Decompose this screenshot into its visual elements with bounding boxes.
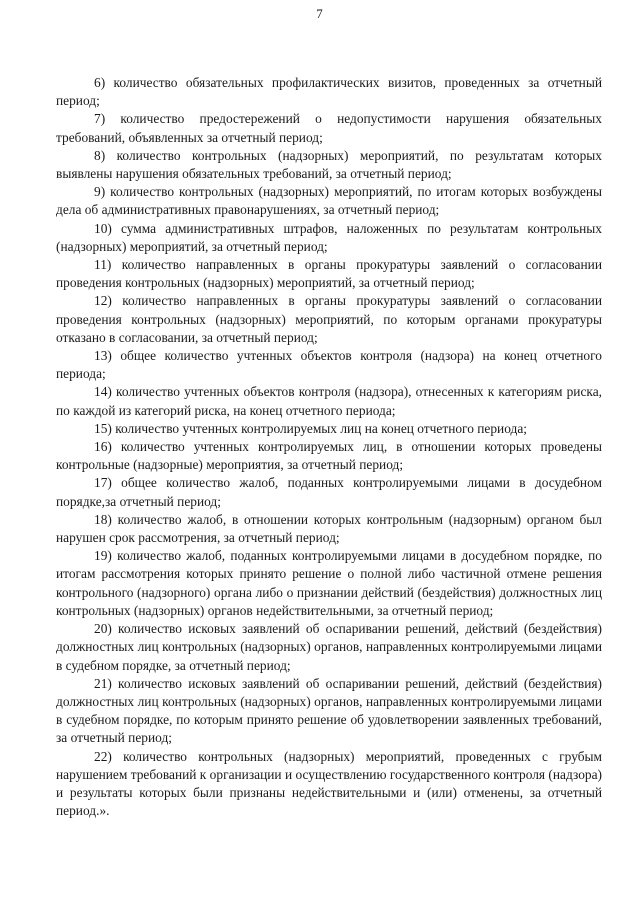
list-item-20: 20) количество исковых заявлений об оспаривании решений, действий (бездействия) должностных лиц контрольных (надзорных) органов, направленных контролируемыми лицами в судебном порядке, за отчетный период; xyxy=(56,621,602,673)
list-item-10: 10) сумма административных штрафов, наложенных по результатам контрольных (надзорных) мероприятий, за отчетный период; xyxy=(56,220,602,254)
list-item-18: 18) количество жалоб, в отношении которых контрольным (надзорным) органом был нарушен срок рассмотрения, за отчетный период; xyxy=(56,511,602,546)
list-item-13: 13) общее количество учтенных объектов контроля (надзора) на конец отчетного периода; xyxy=(56,348,602,382)
list-item-6: 6) количество обязательных профилактических визитов, проведенных за отчетный период; xyxy=(56,75,602,109)
list-item-7: 7) количество предостережений о недопустимости нарушения обязательных требований, объявленных за отчетный период; xyxy=(56,111,602,145)
list-item-14: 14) количество учтенных объектов контроля (надзора), отнесенных к категориям риска, по каждой из категорий риска, на конец отчетного периода; xyxy=(56,384,602,418)
page-number: 7 xyxy=(316,6,323,21)
list-item-8: 8) количество контрольных (надзорных) мероприятий, по результатам которых выявлены нарушения обязательных требований, за отчетный период; xyxy=(56,147,602,182)
list-item-9: 9) количество контрольных (надзорных) мероприятий, по итогам которых возбуждены дела об административных правонарушениях, за отчетный период; xyxy=(56,184,602,218)
list-item-19: 19) количество жалоб, поданных контролируемыми лицами в досудебном порядке, по итогам рассмотрения которых принято решение о полной либо частичной отмене решения контрольного (надзорного) органа либо о признании действий (бездействия) должностных лиц контрольных (надзорных) органов недействительными, за отчетный период; xyxy=(56,548,602,618)
list-item-17: 17) общее количество жалоб, поданных контролируемыми лицами в досудебном порядке,за отчетный период; xyxy=(56,475,602,509)
list-item-12: 12) количество направленных в органы прокуратуры заявлений о согласовании проведения контрольных (надзорных) мероприятий, по которым органами прокуратуры отказано в согласовании, за отчетный период; xyxy=(56,293,602,345)
list-item-21: 21) количество исковых заявлений об оспаривании решений, действий (бездействия) должностных лиц контрольных (надзорных) органов, направленных контролируемыми лицами в судебном порядке, по которым принято решение об удовлетворении заявленных требований, за отчетный период; xyxy=(56,675,602,746)
list-item-16: 16) количество учтенных контролируемых лиц, в отношении которых проведены контрольные (надзорные) мероприятия, за отчетный период; xyxy=(56,439,602,473)
document-body xyxy=(56,74,602,820)
list-item-15: 15) количество учтенных контролируемых лиц на конец отчетного периода; xyxy=(94,420,528,436)
list-item-22: 22) количество контрольных (надзорных) мероприятий, проведенных с грубым нарушением требований к организации и осуществлению государственного контроля (надзора) и результаты которых были признаны недействительными и (или) отменены, за отчетный период.». xyxy=(56,748,602,819)
list-item-11: 11) количество направленных в органы прокуратуры заявлений о согласовании проведения контрольных (надзорных) мероприятий, за отчетный период; xyxy=(56,257,602,291)
